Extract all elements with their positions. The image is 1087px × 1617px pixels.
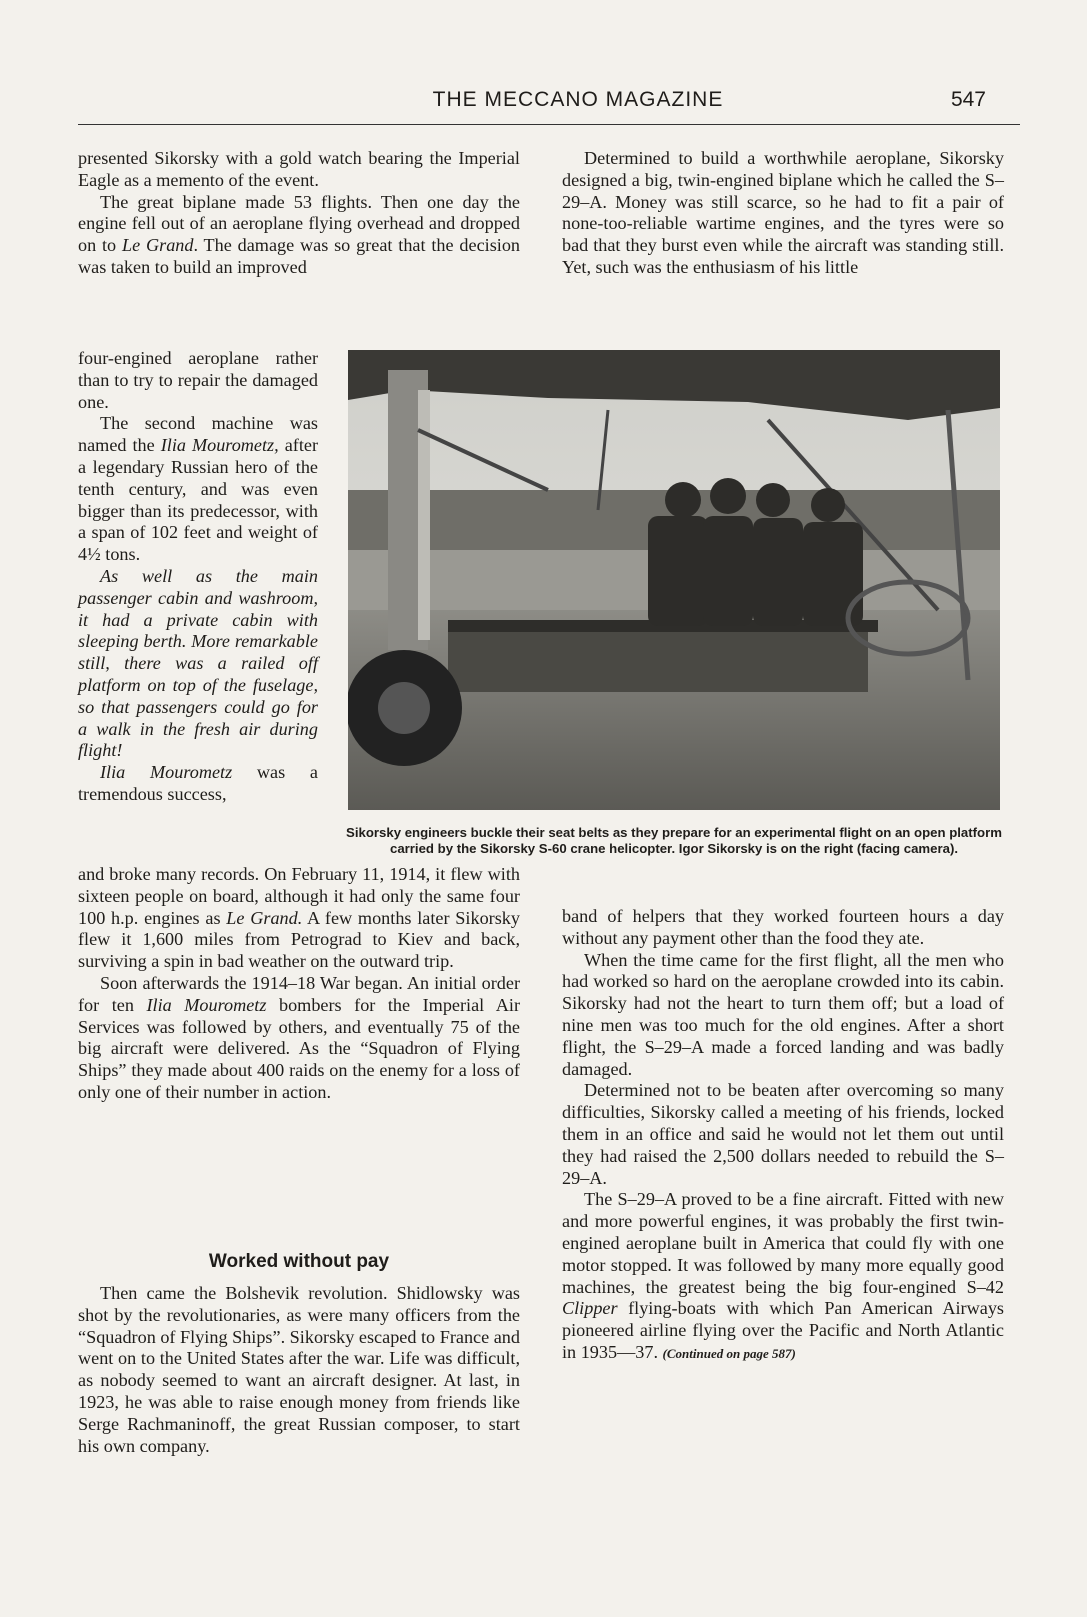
paragraph: presented Sikorsky with a gold watch bearing the Imperial Eagle as a memento of the event. bbox=[78, 148, 520, 190]
text-run-italic: Clipper bbox=[562, 1298, 618, 1319]
text-run-italic: Le Grand. bbox=[226, 907, 303, 928]
magazine-title: THE MECCANO MAGAZINE bbox=[432, 88, 724, 111]
paragraph: Then came the Bolshevik revolution. Shidlowsky was shot by the revolutionaries, as were many officers from the “Squadron of Flying Ships”. Sikorsky escaped to France and went on to the United States after the war. Life was difficult, as nobody seemed to want an aircraft designer. At last, in 1923, he was able to raise enough money from friends like Serge Rachmaninoff, the great Russian composer, to start his own company. bbox=[78, 1283, 520, 1456]
text-run: was a tremendous success, bbox=[78, 762, 318, 804]
paragraph bbox=[78, 762, 318, 806]
paragraph bbox=[78, 864, 520, 973]
photo-illustration bbox=[348, 350, 1000, 810]
paragraph: band of helpers that they worked fourteen hours a day without any payment other than the food they ate. bbox=[562, 906, 1004, 948]
text-run: bombers for the Imperial Air Services was followed by others, and eventually 75 of the big aircraft were delivered. As the “Squadron of Flying Ships” they made about 400 raids on the enemy for a loss of only one of their number in action. bbox=[78, 994, 520, 1102]
page-header bbox=[78, 88, 1020, 125]
paragraph-italic: As well as the main passenger cabin and washroom, it had a private cabin with sleeping berth. More remarkable still, there was a railed off platform on top of the fuselage, so that passengers could go for a walk in the fresh air during flight! bbox=[78, 565, 318, 761]
text-run: A few months later Sikorsky flew it 1,600 miles from Petrograd to Kiev and back, surviving a spin in bad weather on the outward trip. bbox=[78, 907, 520, 972]
text-run: The great biplane made 53 flights. Then one day the engine fell out of an aeroplane flying overhead and dropped on to bbox=[78, 191, 520, 256]
paragraph: Determined not to be beaten after overcoming so many difficulties, Sikorsky called a meeting of his friends, locked them in an office and said he would not let them out until they had raised the 2,500 dollars needed to rebuild the S–29–A. bbox=[562, 1080, 1004, 1188]
text-run: The S–29–A proved to be a fine aircraft. Fitted with new and more powerful engines, it was probably the first twin-engined aeroplane built in America that could fly with one motor stopped. It was followed by many more equally good machines, the greatest being the big four-engined S–42 bbox=[562, 1189, 1004, 1297]
page-number: 547 bbox=[950, 88, 986, 111]
text-run: . The damage was so great that the decision was taken to build an improved bbox=[78, 235, 521, 277]
text-run-italic: Le Grand bbox=[121, 235, 194, 256]
paragraph: four-engined aeroplane rather than to try to repair the damaged one. bbox=[78, 348, 318, 412]
section-subheading: Worked without pay bbox=[208, 1251, 390, 1272]
left-column-continued bbox=[78, 864, 520, 1104]
helicopter-platform-photo bbox=[348, 350, 1000, 810]
text-run: The second machine was named the bbox=[78, 413, 318, 456]
paragraph bbox=[78, 192, 520, 279]
text-run: and broke many records. On February 11, 1914, it flew with sixteen people on board, although it had only the same four 100 h.p. engines as bbox=[78, 864, 520, 928]
paragraph: When the time came for the first flight, all the men who had worked so hard on the aeroplane crowded into its cabin. Sikorsky had not the heart to turn them off; but a load of nine men was too much for the old engines. After a short flight, the S–29–A made a forced landing and was badly damaged. bbox=[562, 949, 1004, 1079]
text-run: Soon afterwards the 1914–18 War began. An initial order for ten bbox=[78, 972, 520, 1015]
left-column-bottom bbox=[78, 1283, 520, 1457]
text-run: after a legendary Russian hero of the tenth century, and was even bigger than its predecessor, with a span of 102 feet and weight of 4½ tons. bbox=[78, 435, 318, 565]
right-column-top bbox=[562, 148, 1004, 279]
paragraph bbox=[562, 1189, 1004, 1364]
continued-note: (Continued on page 587) bbox=[662, 1345, 796, 1361]
text-run: flying-boats with which Pan American Airways pioneered airline flying over the Pacific and North Atlantic in 1935—37. bbox=[562, 1298, 1004, 1362]
paragraph bbox=[78, 413, 318, 566]
left-column-top bbox=[78, 148, 520, 279]
text-run-italic: Ilia Mourometz bbox=[100, 762, 233, 783]
paragraph: Determined to build a worthwhile aeroplane, Sikorsky designed a big, twin-engined biplane which he called the S–29–A. Money was still scarce, so he had to fit a pair of none-too-reliable wartime engines, and the tyres were so bad that they burst even while the aircraft was standing still. Yet, such was the enthusiasm of his little bbox=[562, 148, 1004, 277]
text-run-italic: Ilia Mourometz bbox=[146, 994, 267, 1015]
left-column-narrow bbox=[78, 348, 318, 806]
right-column-bottom bbox=[562, 906, 1004, 1365]
text-run-italic: Ilia Mourometz, bbox=[160, 435, 279, 456]
paragraph bbox=[78, 973, 520, 1104]
photo-caption: Sikorsky engineers buckle their seat belts as they prepare for an experimental flight on an open platform carried by the Sikorsky S-60 crane helicopter. Igor Sikorsky is on the right (facing camera). bbox=[346, 825, 1002, 856]
